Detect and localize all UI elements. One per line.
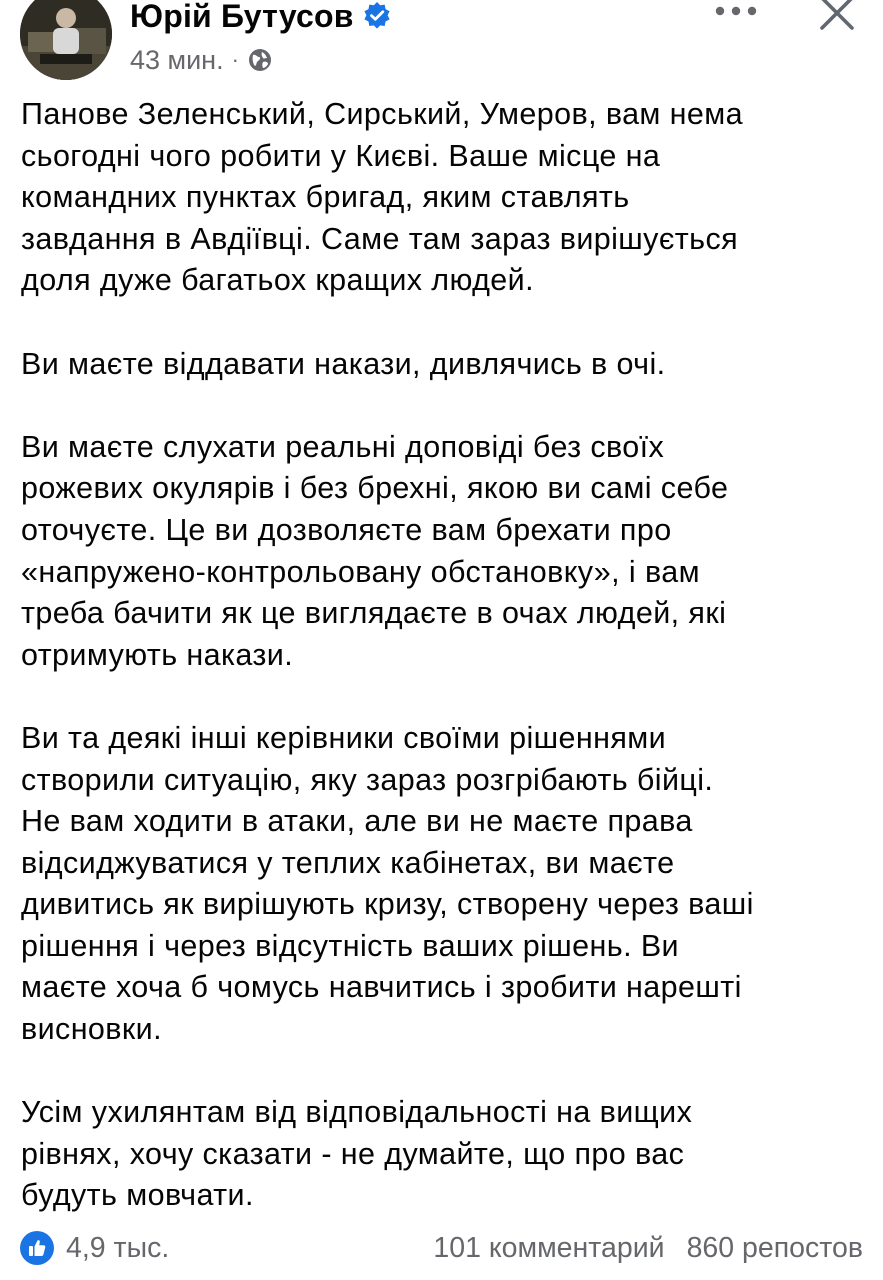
post-meta [130, 42, 273, 78]
avatar-photo [20, 0, 112, 80]
author-row [130, 0, 392, 36]
comments-count[interactable]: 101 комментарий [433, 1231, 665, 1264]
shares-count[interactable]: 860 репостов [686, 1231, 863, 1264]
close-icon[interactable] [816, 0, 860, 34]
post-paragraph-1: Панове Зеленський, Сирський, Умеров, вам нема сьогодні чого робити у Києві. Ваше місце на командних пунктах бригад, яким ставлять завдання в Авдіївці. Саме там зараз вирішується доля дуже багатьох кращих людей. [21, 97, 744, 298]
post-paragraph-3: Ви маєте слухати реальні доповіді без своїх рожевих окулярів і без брехні, якою ви самі себе оточуєте. Це ви дозволяєте вам брехати про «напружено-контрольовану обстановку», і вам треба бачити як це виглядаєте в очах людей, які отримують накази. [21, 429, 729, 672]
globe-icon [247, 47, 273, 73]
more-options-icon[interactable] [710, 0, 762, 26]
post-stats-bar [20, 1226, 863, 1270]
post-paragraph-4: Ви та деякі інші керівники своїми рішеннями створили ситуацію, яку зараз розгрібають бійці. Не вам ходити в атаки, але ви не маєте права відсиджуватися у теплих кабінетах, ви маєте дивитись як вирішують кризу, створену через ваші рішення і через відсутність ваших рішень. Ви маєте хоча б чомусь навчитись і зробити нарешті висновки. [21, 720, 754, 1047]
like-thumb-icon[interactable] [20, 1231, 54, 1265]
author-name[interactable]: Юрій Бутусов [130, 0, 354, 34]
post-paragraph-5: Усім ухилянтам від відповідальності на вищих рівнях, хочу сказати - не думайте, що про вас будуть мовчати. [21, 1095, 693, 1213]
post-paragraph-2: Ви маєте віддавати накази, дивлячись в очі. [21, 346, 666, 381]
verified-badge-icon [362, 1, 392, 31]
reactions-count[interactable]: 4,9 тыс. [66, 1231, 170, 1264]
post-time[interactable]: 43 мин. [130, 44, 224, 75]
meta-separator: · [231, 47, 239, 72]
author-avatar[interactable] [20, 0, 112, 80]
post-text [21, 94, 871, 1217]
